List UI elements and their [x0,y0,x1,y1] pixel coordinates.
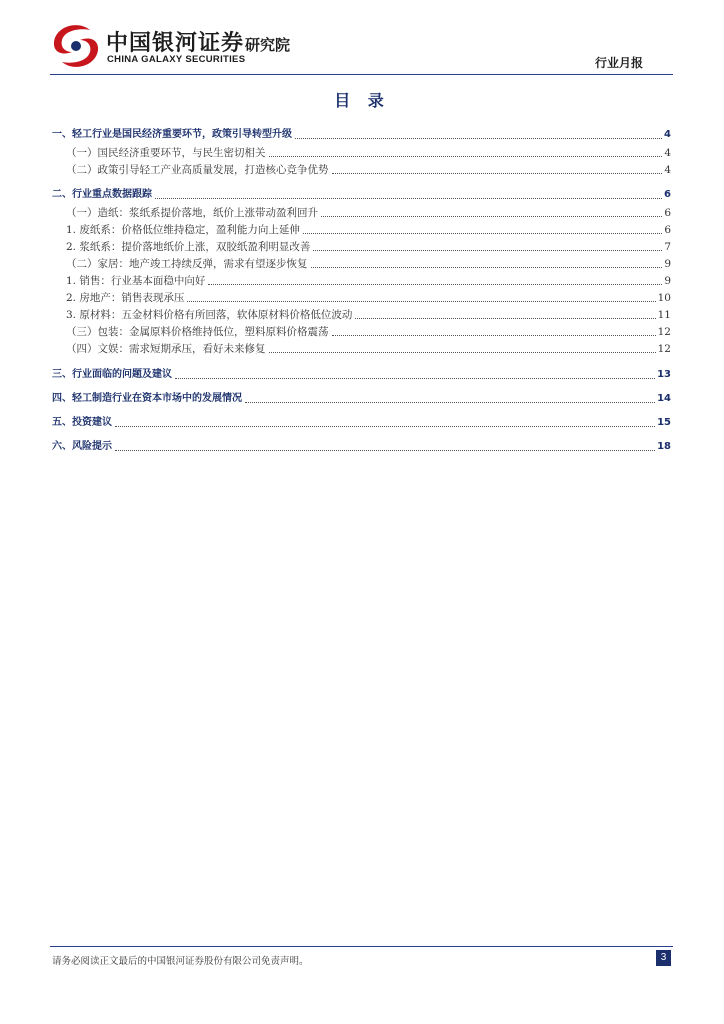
toc-entry-page: 9 [664,275,671,287]
toc-entry-text: 2. 房地产：销售表现承压 [66,292,185,304]
toc-entry-text: 五、投资建议 [52,417,112,428]
toc-leader-dots [311,266,663,268]
toc-leader-dots [175,377,655,379]
toc-entry[interactable] [52,414,671,430]
toc-entry-text: （一）国民经济重要环节，与民生密切相关 [66,147,266,159]
toc-entry[interactable] [52,306,671,322]
toc-entry-text: 四、轻工制造行业在资本市场中的发展情况 [52,393,242,404]
toc-entry-text: （一）造纸：浆纸系提价落地，纸价上涨带动盈利回升 [66,207,318,219]
toc-entry-text: 3. 原材料：五金材料价格有所回落，软体原材料价格低位波动 [66,309,353,321]
header-divider [50,74,673,75]
toc-entry[interactable] [52,221,671,237]
toc-leader-dots [245,401,655,403]
toc-entry-page: 14 [657,393,671,404]
toc-entry-text: 六、风险提示 [52,441,112,452]
toc-title: 目 录 [334,91,390,110]
toc-leader-dots [303,232,662,234]
toc-entry[interactable] [52,126,671,142]
toc-entry-page: 10 [657,292,671,304]
toc-entry-page: 9 [664,258,671,270]
toc-entry-page: 6 [664,189,671,200]
toc-leader-dots [332,334,656,336]
toc-entry-page: 11 [657,309,671,321]
toc-leader-dots [269,351,656,353]
toc-leader-dots [115,449,655,451]
toc-entry-page: 12 [657,343,671,355]
toc-leader-dots [155,197,662,199]
footer-divider [50,946,673,947]
toc-entry-text: 2. 浆纸系：提价落地纸价上涨，双胶纸盈利明显改善 [66,241,311,253]
toc-entry-page: 12 [657,326,671,338]
toc-entry[interactable] [52,238,671,254]
toc-entry[interactable] [52,289,671,305]
toc-entry-page: 4 [664,129,671,140]
toc-leader-dots [321,215,662,217]
toc-entry[interactable] [52,144,671,160]
toc-entry-text: （二）家居：地产竣工持续反弹，需求有望逐步恢复 [66,258,308,270]
toc-entry-text: 三、行业面临的问题及建议 [52,369,172,380]
toc-entry-page: 6 [664,224,671,236]
toc-entry[interactable] [52,340,671,356]
toc-entry-page: 6 [664,207,671,219]
report-type-label: 行业月报 [594,56,643,70]
toc-leader-dots [355,317,655,319]
toc-entry-text: 1. 废纸系：价格低位维持稳定，盈利能力向上延伸 [66,224,300,236]
toc-entry-page: 13 [657,369,671,380]
toc-entry[interactable] [52,255,671,271]
toc-entry-page: 15 [657,417,671,428]
toc-entry-text: 1. 销售：行业基本面稳中向好 [66,275,206,287]
toc-entry[interactable] [52,161,671,177]
toc-leader-dots [295,137,662,139]
toc-entry-page: 4 [664,164,671,176]
toc-entry[interactable] [52,204,671,220]
toc-entry-page: 18 [657,441,671,452]
toc-leader-dots [269,155,663,157]
toc-entry-text: （二）政策引导轻工产业高质量发展，打造核心竞争优势 [66,164,329,176]
toc-entry-text: （三）包装：金属原料价格维持低位，塑料原料价格震荡 [66,326,329,338]
footer-disclaimer: 请务必阅读正文最后的中国银河证券股份有限公司免责声明。 [52,956,309,967]
toc-leader-dots [332,172,663,174]
page-number-badge: 3 [656,950,671,966]
brand-name-cn: 中国银河证券 [106,31,245,56]
brand-subtitle: 研究院 [245,36,291,54]
toc-entry[interactable] [52,272,671,288]
toc-entry-page: 4 [664,147,671,159]
toc-entry-text: （四）文娱：需求短期承压，看好未来修复 [66,343,266,355]
toc-entry[interactable] [52,390,671,406]
galaxy-logo-icon [50,22,102,70]
toc-leader-dots [313,249,662,251]
toc-leader-dots [187,300,655,302]
toc-leader-dots [208,283,662,285]
toc-entry[interactable] [52,323,671,339]
toc-entry-text: 一、轻工行业是国民经济重要环节，政策引导转型升级 [52,129,292,140]
toc-entry[interactable] [52,186,671,202]
toc-leader-dots [115,425,655,427]
toc-entry-page: 7 [664,241,671,253]
toc-entry-text: 二、行业重点数据跟踪 [52,189,152,200]
toc-entry[interactable] [52,438,671,454]
toc-entry[interactable] [52,366,671,382]
brand-name-en: CHINA GALAXY SECURITIES [107,54,246,65]
page-header [50,22,673,78]
